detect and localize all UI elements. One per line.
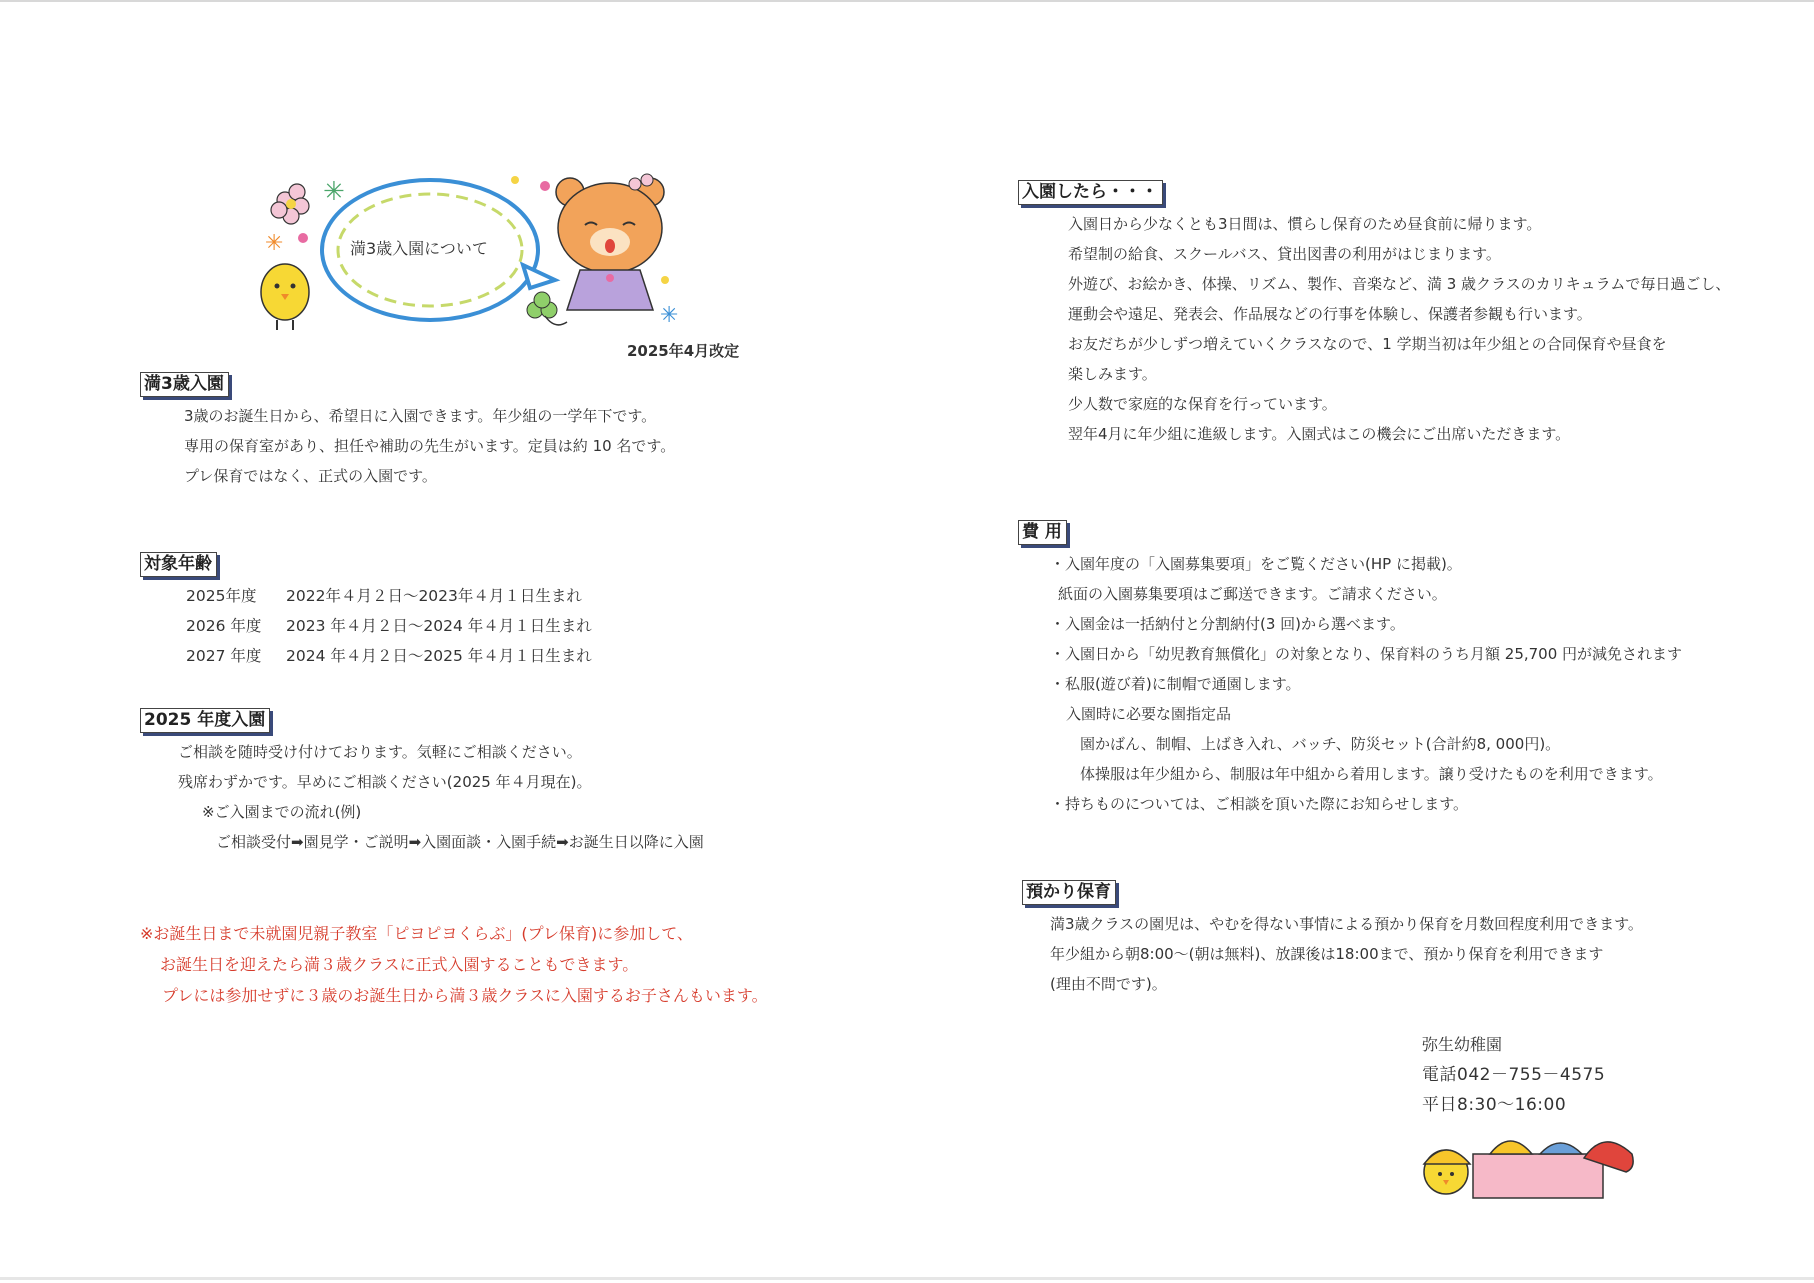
text-line: 紙面の入園募集要項はご郵送できます。ご請求ください。 [1058, 585, 1447, 603]
text-line: 3歳のお誕生日から、希望日に入園できます。年少組の一学年下です。 [184, 407, 657, 425]
left-column [140, 170, 860, 1005]
chicks-with-hats-illustration [1418, 1128, 1643, 1200]
admission-flow: ご相談受付➡園見学・ご説明➡入園面談・入園手続➡お誕生日以降に入園 [216, 833, 704, 851]
text-line: 少人数で家庭的な保育を行っています。 [1068, 395, 1337, 413]
revision-date: 2025年4月改定 [627, 342, 740, 360]
text-line: ・入園日から「幼児教育無償化」の対象となり、保育料のうち月額 25,700 円が減免されます [1050, 645, 1683, 663]
section-target-age [140, 552, 592, 671]
section-cost [1018, 520, 1682, 819]
age-year: 2027 年度 [186, 647, 262, 665]
text-line: 楽しみます。 [1068, 365, 1157, 383]
section-after-admission [1018, 180, 1730, 449]
age-range: 2022年４月２日～2023年４月１日生まれ [286, 587, 582, 605]
text-line: 入園日から少なくとも3日間は、慣らし保育のため昼食前に帰ります。 [1068, 215, 1542, 233]
sparkle-icon: ✳ [265, 231, 284, 256]
text-line: 入園時に必要な園指定品 [1066, 705, 1232, 723]
text-line: お友だちが少しずつ増えていくクラスなので、1 学期当初は年少組との合同保育や昼食を [1068, 335, 1667, 353]
flow-note: ※ご入園までの流れ(例) [202, 803, 362, 821]
bear-icon [556, 174, 664, 310]
clover-icon [527, 292, 567, 325]
sparkle-icon: ✳ [660, 303, 679, 328]
header-illustration [255, 170, 695, 340]
text-line: 体操服は年少組から、制服は年中組から着用します。譲り受けたものを利用できます。 [1080, 765, 1663, 783]
age-range: 2024 年４月２日～2025 年４月１日生まれ [286, 647, 592, 665]
text-line: ・私服(遊び着)に制帽で通園します。 [1050, 675, 1301, 693]
text-line: ご相談を随時受け付けております。気軽にご相談ください。 [178, 743, 582, 761]
box-icon [1473, 1154, 1603, 1198]
text-line: 残席わずかです。早めにご相談ください(2025 年４月現在)。 [178, 773, 592, 791]
text-line: ・入園金は一括納付と分割納付(3 回)から選べます。 [1050, 615, 1405, 633]
text-line: 専用の保育室があり、担任や補助の先生がいます。定員は約 10 名です。 [184, 437, 676, 455]
yellow-hat-icon [1490, 1141, 1532, 1154]
section-extended-childcare [1022, 880, 1643, 999]
text-line: 運動会や遠足、発表会、作品展などの行事を体験し、保護者参観も行います。 [1068, 305, 1592, 323]
age-row [186, 581, 592, 611]
text-line: 希望制の給食、スクールバス、貸出図書の利用がはじまります。 [1068, 245, 1501, 263]
school-name: 弥生幼稚園 [1422, 1035, 1503, 1054]
section-2025-admission [140, 708, 704, 857]
note-line: プレには参加せずに３歳のお誕生日から満３歳クラスに入園するお子さんもいます。 [162, 986, 768, 1005]
blue-hat-icon [1540, 1143, 1582, 1154]
text-line: プレ保育ではなく、正式の入園です。 [184, 467, 437, 485]
note-line: お誕生日を迎えたら満３歳クラスに正式入園することもできます。 [160, 955, 639, 974]
text-line: 満3歳クラスの園児は、やむを得ない事情による預かり保育を月数回程度利用できます。 [1050, 915, 1643, 933]
bubble-title: 満3歳入園について [350, 239, 488, 258]
chick-icon [261, 264, 309, 330]
text-line: (理由不問です)。 [1050, 975, 1167, 993]
phone-number: 電話042－755－4575 [1422, 1065, 1606, 1085]
age-row [186, 641, 592, 671]
text-line: 外遊び、お絵かき、体操、リズム、製作、音楽など、満 3 歳クラスのカリキュラムで毎日過ごし、 [1068, 275, 1731, 293]
age-row [186, 611, 592, 641]
age-range: 2023 年４月２日～2024 年４月１日生まれ [286, 617, 592, 635]
page-edge [0, 0, 1814, 2]
business-hours: 平日8:30～16:00 [1422, 1095, 1567, 1115]
text-line: 翌年4月に年少組に進級します。入園式はこの機会にご出席いただきます。 [1068, 425, 1571, 443]
page-edge [0, 1277, 1814, 1280]
pre-school-note [140, 918, 768, 1011]
text-line: 園かばん、制帽、上ばき入れ、バッチ、防災セット(合計約8, 000円)。 [1080, 735, 1561, 753]
sparkle-icon: ✳ [323, 177, 345, 207]
text-line: 年少組から朝8:00～(朝は無料)、放課後は18:00まで、預かり保育を利用できます [1050, 945, 1604, 963]
section-title: 満3歳入園 [140, 372, 229, 397]
age-year: 2026 年度 [186, 617, 262, 635]
chick-icon [1424, 1150, 1470, 1194]
section-title: 2025 年度入園 [140, 708, 270, 733]
note-line: ※お誕生日まで未就園児親子教室「ピヨピヨくらぶ」(プレ保育)に参加して、 [140, 924, 693, 943]
age-year: 2025年度 [186, 587, 257, 605]
section-title: 費 用 [1018, 520, 1067, 545]
text-line: ・持ちものについては、ご相談を頂いた際にお知らせします。 [1050, 795, 1469, 813]
section-admission [140, 372, 675, 491]
section-title: 預かり保育 [1022, 880, 1116, 905]
flower-icon [271, 184, 309, 224]
section-title: 対象年齢 [140, 552, 217, 577]
section-title: 入園したら・・・ [1018, 180, 1163, 205]
contact-info [1422, 1030, 1605, 1120]
text-line: ・入園年度の「入園募集要項」をご覧ください(HP に掲載)。 [1050, 555, 1462, 573]
